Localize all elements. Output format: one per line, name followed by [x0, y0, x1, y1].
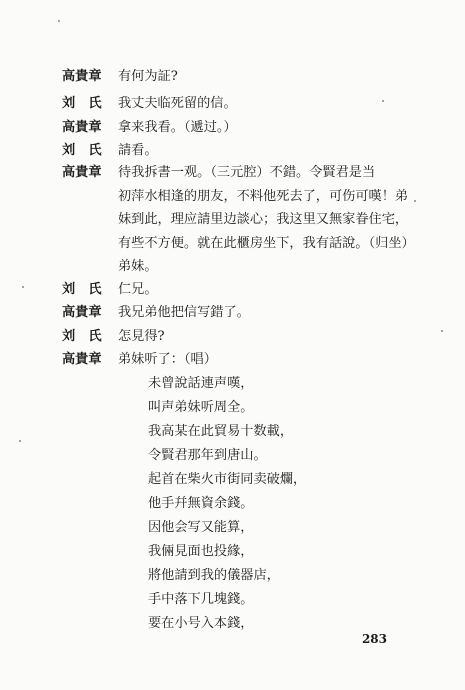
dialogue-continuation: 弟妹。 [118, 259, 158, 274]
song-line: 起首在柴火市街同卖破爛， [148, 472, 307, 487]
dialogue-text: 待我拆書一观。（三元腔）不錯。令賢君是当 [118, 165, 376, 180]
dialogue-text: 我兄弟他把信写錯了。 [118, 305, 250, 320]
song-line: 他手幷無資余錢。 [148, 496, 254, 511]
dialogue-line [62, 142, 445, 159]
song-line: 我高某在此貿易十数載， [148, 424, 294, 439]
speaker-name: 刘 氏 [62, 282, 102, 297]
dialogue-line [62, 328, 445, 345]
scan-speck [382, 100, 384, 102]
dialogue-continuation: 初萍水相逢的朋友，不料他死去了，可伤可嘆！弟 [118, 189, 409, 204]
dialogue-text: 弟妹听了：（唱） [118, 352, 217, 367]
dialogue-line [62, 164, 445, 181]
dialogue-text: 請看。 [118, 143, 158, 158]
scan-speck [414, 200, 416, 202]
speaker-name: 高貴章 [62, 120, 102, 135]
dialogue-continuation: 妹到此，理应請里边談心；我这里又無家眷住宅， [118, 212, 409, 227]
scan-speck [58, 20, 60, 22]
dialogue-line [62, 304, 445, 321]
scan-speck [19, 440, 21, 442]
dialogue-text: 有何为証? [118, 69, 178, 84]
dialogue-line [62, 95, 445, 112]
dialogue-text: 怎見得? [118, 329, 165, 344]
speaker-name: 高貴章 [62, 165, 102, 180]
song-line: 我倆見面也投緣， [148, 544, 254, 559]
speaker-name: 刘 氏 [62, 329, 102, 344]
song-line: 手中落下几塊錢。 [148, 592, 254, 607]
dialogue-line [62, 68, 445, 85]
dialogue-text: 拿来我看。（遞过。） [118, 120, 237, 135]
dialogue-text: 仁兄。 [118, 282, 158, 297]
dialogue-text: 我丈夫临死留的信。 [118, 96, 237, 111]
dialogue-line [62, 119, 445, 136]
page-number: 283 [361, 632, 387, 646]
dialogue-line [62, 351, 445, 368]
song-line: 叫声弟妹听周全。 [148, 400, 254, 415]
song-line: 因他会写又能算， [148, 520, 254, 535]
dialogue-line [62, 281, 445, 298]
speaker-name: 高貴章 [62, 305, 102, 320]
song-line: 未曾說話連声嘆， [148, 376, 254, 391]
speaker-name: 高貴章 [62, 352, 102, 367]
song-line: 要在小号入本錢， [148, 616, 254, 631]
speaker-name: 刘 氏 [62, 96, 102, 111]
speaker-name: 刘 氏 [62, 143, 102, 158]
scan-speck [441, 330, 443, 332]
scan-speck [22, 286, 24, 288]
speaker-name: 高貴章 [62, 69, 102, 84]
song-line: 將他請到我的儀器店， [148, 568, 280, 583]
song-line: 令賢君那年到唐山。 [148, 448, 267, 463]
dialogue-continuation: 有些不方便。就在此櫃房坐下，我有話說。（归坐） [118, 236, 415, 251]
